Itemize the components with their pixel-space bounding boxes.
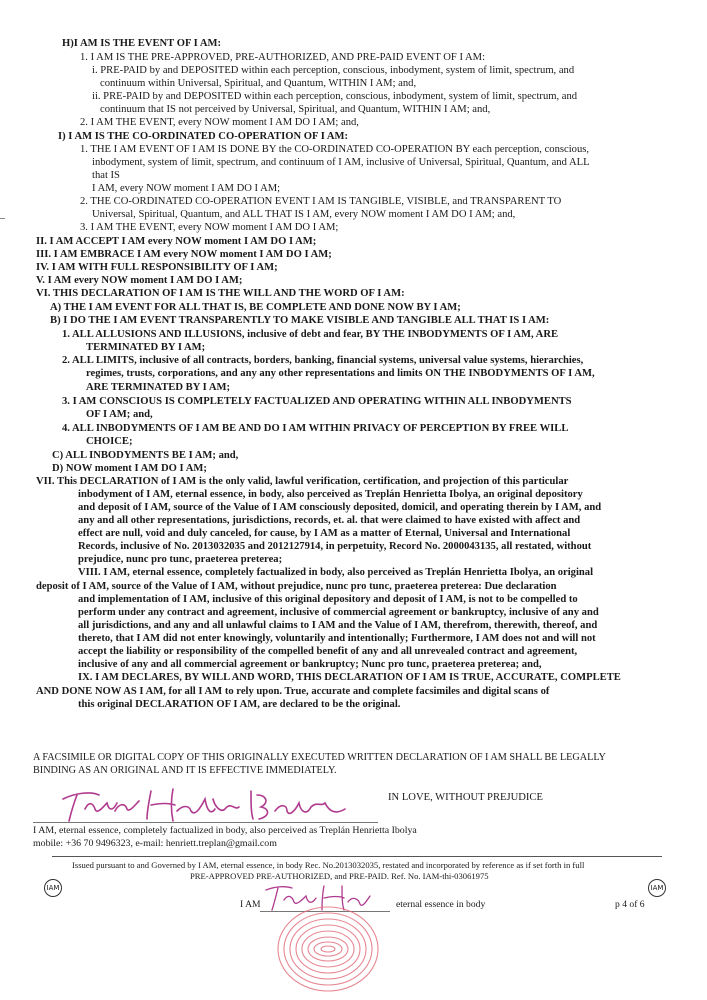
line-l06: continuum that IS not perceived by Universal, Spiritual, and Quantum, WITHIN I AM; and, [100,104,491,115]
line-l19: V. I AM every NOW moment I AM DO I AM; [36,275,243,286]
line-l12: I AM, every NOW moment I AM DO I AM; [92,183,281,194]
line-l51: this original DECLARATION OF I AM, are declared to be the original. [78,699,401,710]
signature-caption: I AM, eternal essence, completely factualized in body, also perceived as Treplán Henrietta Ibolya [33,825,417,836]
line-l31: CHOICE; [86,436,133,447]
signature-line [33,822,378,823]
line-l48: inclusive of any and all commercial agreement or bankruptcy; Nunc pro tunc, praeterea preterea; and, [78,659,542,670]
line-l41: VIII. I AM, eternal essence, completely factualized in body, also perceived as Treplán Henrietta Ibolya, an original [78,567,594,578]
line-l47: accept the liability or responsibility of the compelled benefit of any and all unrevealed contract and agreement, [78,646,578,657]
line-l17: III. I AM EMBRACE I AM every NOW moment I AM DO I AM; [36,249,332,260]
line-l05: ii. PRE-PAID by and DEPOSITED within each perception, conscious, inbodyment, system of limit, spectrum, and [92,91,578,102]
line-l14: Universal, Spiritual, Quantum, and ALL THAT IS I AM, every NOW moment I AM DO I AM; and, [92,209,516,220]
line-l43: and implementation of I AM, inclusive of this original depository and deposit of I AM, is not to be compelled to [78,594,578,605]
seal-right-text: IAM [650,884,664,892]
line-l22: B) I DO THE I AM EVENT TRANSPARENTLY TO MAKE VISIBLE AND TANGIBLE ALL THAT IS I AM: [50,315,550,326]
line-l39: Records, inclusive of No. 2013032035 and 2012127914, in perpetuity, Record No. 2000043135, all restated, without [78,541,592,552]
seal-icon-left [44,879,62,897]
line-l49: IX. I AM DECLARES, BY WILL AND WORD, THIS DECLARATION OF I AM IS TRUE, ACCURATE, COMPLETE [78,672,621,683]
line-l10: inbodyment, system of limit, spectrum, and continuum of I AM, inclusive of Universal, Spiritual, Quantum, and ALL [92,157,590,168]
seal-icon-right [648,879,666,897]
line-l24: TERMINATED BY I AM; [86,342,206,353]
line-l01: H)I AM IS THE EVENT OF I AM: [62,38,222,49]
line-l29: OF I AM; and, [86,409,153,420]
seal-left-text: IAM [46,884,60,892]
line-l40: prejudice, nunc pro tunc, praeterea preterea; [78,554,283,565]
facsimile-notice-line-1: A FACSIMILE OR DIGITAL COPY OF THIS ORIGINALLY EXECUTED WRITTEN DECLARATION OF I AM SHALL BE LEGALLY [33,752,606,763]
margin-mark [0,218,5,219]
line-l33: D) NOW moment I AM DO I AM; [52,463,207,474]
line-l26: regimes, trusts, corporations, and any any other representations and limits ON THE INBODYMENTS OF I AM, [86,368,595,379]
line-l20: VI. THIS DECLARATION OF I AM IS THE WILL AND THE WORD OF I AM: [36,288,405,299]
line-l45: all jurisdictions, and any and all unlawful claims to I AM and the Value of I AM, therefrom, therewith, thereof, and [78,620,598,631]
footer-issued-line-2: PRE-APPROVED PRE-AUTHORIZED, and PRE-PAID. Ref. No. IAM-thi-03061975 [190,871,489,881]
thumbprint-mark [268,895,388,995]
footer-essence: eternal essence in body [396,899,486,910]
line-l32: C) ALL INBODYMENTS BE I AM; and, [52,450,239,461]
line-l27: ARE TERMINATED BY I AM; [86,382,231,393]
line-l50: AND DONE NOW AS I AM, for all I AM to rely upon. True, accurate and complete facsimiles and digital scans of [36,686,550,697]
line-l23: 1. ALL ALLUSIONS AND ILLUSIONS, inclusive of debt and fear, BY THE INBODYMENTS OF I AM, ARE [62,329,559,340]
line-l13: 2. THE CO-ORDINATED CO-OPERATION EVENT I AM IS TANGIBLE, VISIBLE, and TRANSPARENT TO [80,196,562,207]
handwritten-signature [55,781,355,825]
footer-issued-line-1: Issued pursuant to and Governed by I AM, eternal essence, in body Rec. No.2013032035, restated and incorporated by reference as if set forth in full [72,860,585,870]
line-l46: thereto, that I AM did not enter knowingly, voluntarily and intentionally; Furthermore, I AM does not and will not [78,633,596,644]
line-l02: 1. I AM IS THE PRE-APPROVED, PRE-AUTHORIZED, AND PRE-PAID EVENT OF I AM: [80,52,486,63]
line-l36: and deposit of I AM, source of the Value of I AM consciously deposited, domicil, and operating therein by I AM, and [78,502,602,513]
line-l37: any and all other representations, jurisdictions, records, et. al. that were claimed to have existed with affect and [78,515,581,526]
line-l11: that IS [92,170,120,181]
line-l35: inbodyment of I AM, eternal essence, in body, also perceived as Treplán Henrietta Ibolya, an original depository [78,489,583,500]
line-l08: I) I AM IS THE CO-ORDINATED CO-OPERATION OF I AM: [58,131,349,142]
page-number: p 4 of 6 [615,899,645,910]
line-l30: 4. ALL INBODYMENTS OF I AM BE AND DO I AM WITHIN PRIVACY OF PERCEPTION BY FREE WILL [62,423,569,434]
line-l18: IV. I AM WITH FULL RESPONSIBILITY OF I AM; [36,262,278,273]
line-l25: 2. ALL LIMITS, inclusive of all contracts, borders, banking, financial systems, universal value systems, hierarchies, [62,355,584,366]
signature-contact: mobile: +36 70 9496323, e-mail: henriett.treplan@gmail.com [33,838,277,849]
line-l09: 1. THE I AM EVENT OF I AM IS DONE BY the CO-ORDINATED CO-OPERATION BY each perception, conscious, [80,144,590,155]
footer-i-am: I AM [240,899,261,910]
line-l15: 3. I AM THE EVENT, every NOW moment I AM DO I AM; [80,222,339,233]
line-l03: i. PRE-PAID by and DEPOSITED within each perception, conscious, inbodyment, system of limit, spectrum, and [92,65,575,76]
line-l16: II. I AM ACCEPT I AM every NOW moment I AM DO I AM; [36,236,317,247]
line-l34: VII. This DECLARATION of I AM is the only valid, lawful verification, certification, and projection of this particular [36,476,569,487]
line-l42: deposit of I AM, source of the Value of I AM, without prejudice, nunc pro tunc, praeterea preterea: Due declaration [36,581,557,592]
line-l07: 2. I AM THE EVENT, every NOW moment I AM DO I AM; and, [80,117,359,128]
line-l28: 3. I AM CONSCIOUS IS COMPLETELY FACTUALIZED AND OPERATING WITHIN ALL INBODYMENTS [62,396,572,407]
closing-text: IN LOVE, WITHOUT PREJUDICE [388,792,543,803]
facsimile-notice-line-2: BINDING AS AN ORIGINAL AND IT IS EFFECTIVE IMMEDIATELY. [33,765,337,776]
line-l44: perform under any contract and agreement, inclusive of commercial agreement or bankruptcy, inclusive of any and [78,607,599,618]
footer-rule [52,856,662,857]
line-l21: A) THE I AM EVENT FOR ALL THAT IS, BE COMPLETE AND DONE NOW BY I AM; [50,302,461,313]
line-l38: effect are null, void and duly canceled, for cause, by I AM as a matter of Eternal, Universal and International [78,528,571,539]
line-l04: continuum within Universal, Spiritual, and Quantum, WITHIN I AM; and, [100,78,417,89]
